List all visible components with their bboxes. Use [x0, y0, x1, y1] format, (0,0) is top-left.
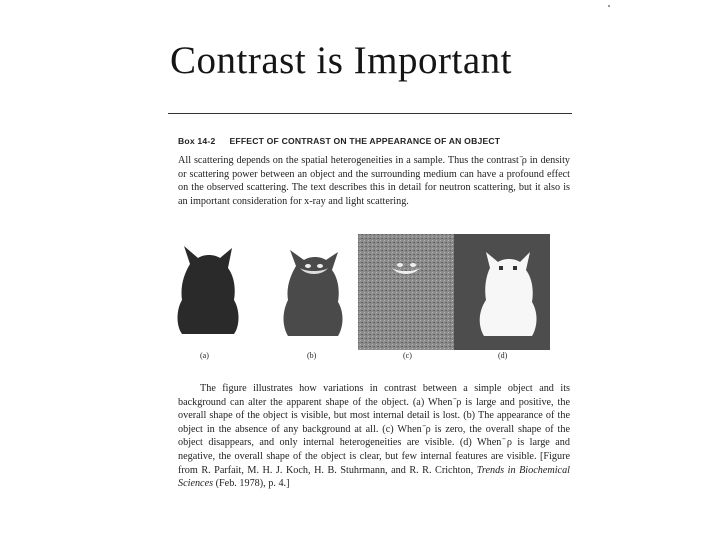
- caption-journal: Trends in Biochemical Sciences: [178, 464, 570, 490]
- contrast-figure: [170, 234, 562, 364]
- panel-b-label: (b): [307, 351, 317, 360]
- panel-a-label: (a): [200, 351, 209, 360]
- panel-d-label: (d): [498, 351, 508, 360]
- caption-body: The figure illustrates how variations in contrast between a simple object and its background can alter the apparent shape of the object. (a) When ̄ρ is large and positive, the overall shape of the object is visible, but most internal detail is lost. (b) The appearance of the object in the absence of any background at all. (c) When ̄ρ is zero, the overall shape of the object disappears, and only internal heterogeneities are visible. (d) When ̄ρ is large and negative, the overall shape of the object is clear, but few internal features are visible. [Figure from R. Parfait, M. H. J. Koch, H. B. Stuhrmann, and R. R. Crichton,: [178, 383, 570, 476]
- figure-caption: [178, 382, 570, 491]
- panel-d: [454, 234, 550, 350]
- title-underline: [168, 113, 572, 114]
- slide-title: Contrast is Important: [170, 39, 512, 82]
- box-intro-paragraph: All scattering depends on the spatial heterogeneities in a sample. Thus the contrast ̄ρ in density or scattering power between an object and the surrounding medium can have a profound effect on the observed scattering. The text describes this in detail for neutron scattering, but it also is an important consideration for x-ray and light scattering.: [178, 155, 570, 207]
- contrast-figure-graphic: [170, 234, 562, 364]
- box-heading-text: EFFECT OF CONTRAST ON THE APPEARANCE OF AN OBJECT: [229, 136, 501, 146]
- panel-a-cat: [178, 246, 239, 334]
- scan-speck: [608, 5, 610, 7]
- caption-tail: (Feb. 1978), p. 4.]: [213, 478, 290, 490]
- box-number: Box 14-2: [178, 136, 216, 146]
- box-heading: [178, 136, 500, 146]
- panel-c-label: (c): [403, 351, 412, 360]
- panel-c: [358, 234, 454, 350]
- panel-b-cat: [284, 250, 343, 336]
